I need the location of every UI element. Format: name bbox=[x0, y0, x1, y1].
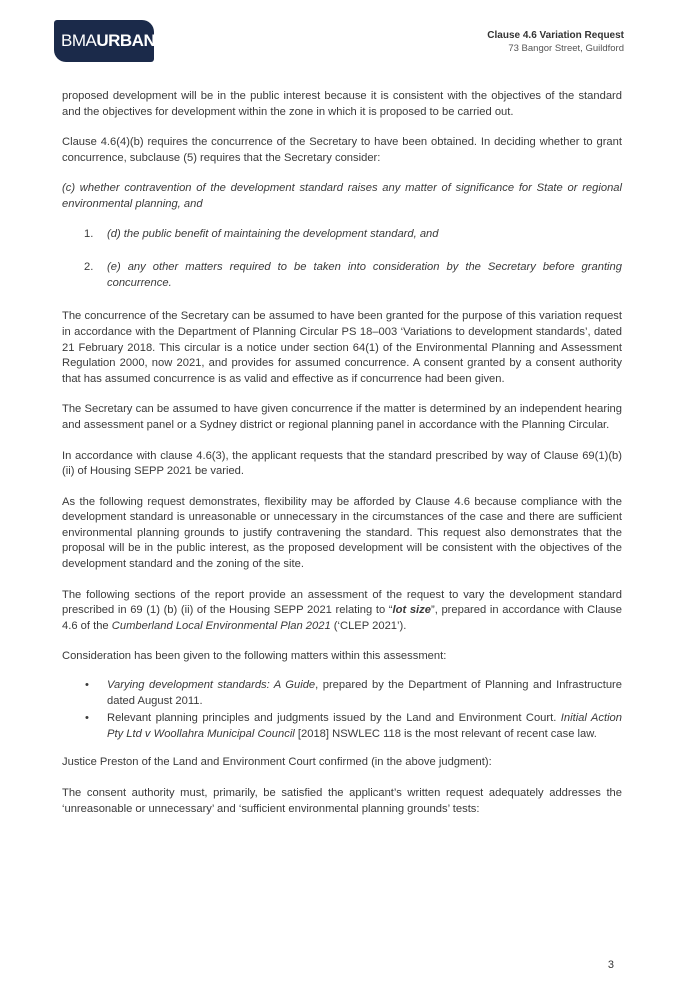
paragraph-consideration: Consideration has been given to the following matters within this assessment: bbox=[62, 650, 447, 663]
paragraph-report-sections bbox=[62, 588, 622, 635]
paragraph-concurrence: Clause 4.6(4)(b) requires the concurrence of the Secretary to have been obtained. In deciding whether to grant concurrence, subclause (5) requires that the Secretary consider: bbox=[62, 136, 622, 164]
list-item bbox=[62, 711, 622, 742]
paragraph-clause-c bbox=[62, 181, 622, 212]
logo-text-bma: BMA bbox=[61, 31, 97, 50]
bullet-icon: • bbox=[85, 712, 89, 725]
list-item bbox=[62, 260, 622, 291]
list-item-number: 2. bbox=[84, 261, 94, 274]
document-header bbox=[487, 29, 624, 56]
clause-c-text: (c) whether contravention of the development standard raises any matter of significance for State or regional environmental planning, and bbox=[62, 182, 622, 210]
secretary-matters-list bbox=[62, 227, 622, 292]
list-item-text: (e) any other matters required to be taken into consideration by the Secretary before granting concurrence. bbox=[107, 261, 622, 289]
paragraph-assumed-concurrence: The concurrence of the Secretary can be assumed to have been granted for the purpose of this variation request in accordance with the Department of Planning Circular PS 18–003 ‘Variations to development standards’, dated 21 February 2018. This circular is a notice under section 64(1) of the Environmental Planning and Assessment Regulation 2000, now 2021, and provides for assumed concurrence. A consent granted by a consent authority that has assumed concurrence is as valid and effective as if concurrence had been given. bbox=[62, 310, 622, 385]
paragraph-public-interest: proposed development will be in the public interest because it is consistent with the objectives of the standard and the objectives for development within the zone in which it is proposed to be carried out. bbox=[62, 90, 622, 118]
lot-size-term: lot size bbox=[392, 604, 431, 617]
text-run: ”, prepared in accordance with Clause 4.6 of the bbox=[62, 604, 623, 632]
matters-bullet-list bbox=[62, 678, 622, 742]
page-number: 3 bbox=[607, 959, 614, 971]
paragraph-request: In accordance with clause 4.6(3), the applicant requests that the standard prescribed by way of Clause 69(1)(b)(ii) of Housing SEPP 2021 be varied. bbox=[62, 449, 622, 478]
text-run: Relevant planning principles and judgments issued by the Land and Environment Court. bbox=[107, 712, 561, 725]
text-run: (‘CLEP 2021’). bbox=[330, 619, 407, 632]
paragraph-justice-preston: Justice Preston of the Land and Environment Court confirmed (in the above judgment): bbox=[62, 756, 492, 769]
clep-title: Cumberland Local Environmental Plan 2021 bbox=[111, 619, 331, 632]
text-run: , prepared by the Department of Planning and Infrastructure dated August 2011. bbox=[107, 679, 622, 707]
list-item bbox=[62, 227, 622, 243]
guide-title: Varying development standards: A Guide bbox=[107, 679, 316, 692]
text-run: [2018] NSWLEC 118 is the most relevant of recent case law. bbox=[294, 727, 597, 740]
list-item-text: (d) the public benefit of maintaining the development standard, and bbox=[107, 227, 439, 240]
paragraph-secretary-panel: The Secretary can be assumed to have given concurrence if the matter is determined by an independent hearing and assessment panel or a Sydney district or regional planning panel in accordance with the Planning Circular. bbox=[62, 403, 622, 431]
bullet-icon: • bbox=[85, 679, 89, 692]
text-run: The following sections of the report provide an assessment of the request to vary the development standard prescribed in 69 (1) (b) (ii) of the Housing SEPP 2021 relating to “ bbox=[62, 588, 622, 617]
page-body bbox=[62, 89, 622, 832]
case-title: Initial Action Pty Ltd v Woollahra Municipal Council bbox=[107, 712, 622, 740]
list-item-number: 1. bbox=[84, 227, 94, 240]
list-item bbox=[62, 678, 622, 709]
bma-urban-logo bbox=[54, 20, 154, 62]
logo-text-urban: URBAN bbox=[96, 31, 156, 50]
document-title: Clause 4.6 Variation Request bbox=[487, 30, 624, 41]
document-address: 73 Bangor Street, Guildford bbox=[508, 43, 624, 54]
paragraph-flexibility: As the following request demonstrates, flexibility may be afforded by Clause 4.6 because compliance with the development standard is unreasonable or unnecessary in the circumstances of the case and there are sufficient environmental planning grounds to justify contravening the standard. This request also demonstrates that the proposal will be in the public interest, as the proposed development will be consistent with the objectives of the development standard and the zoning of the site. bbox=[62, 495, 622, 571]
paragraph-consent-authority: The consent authority must, primarily, be satisfied the applicant’s written request adequately addresses the ‘unreasonable or unnecessary’ and ‘sufficient environmental planning grounds’ tests: bbox=[62, 787, 622, 815]
